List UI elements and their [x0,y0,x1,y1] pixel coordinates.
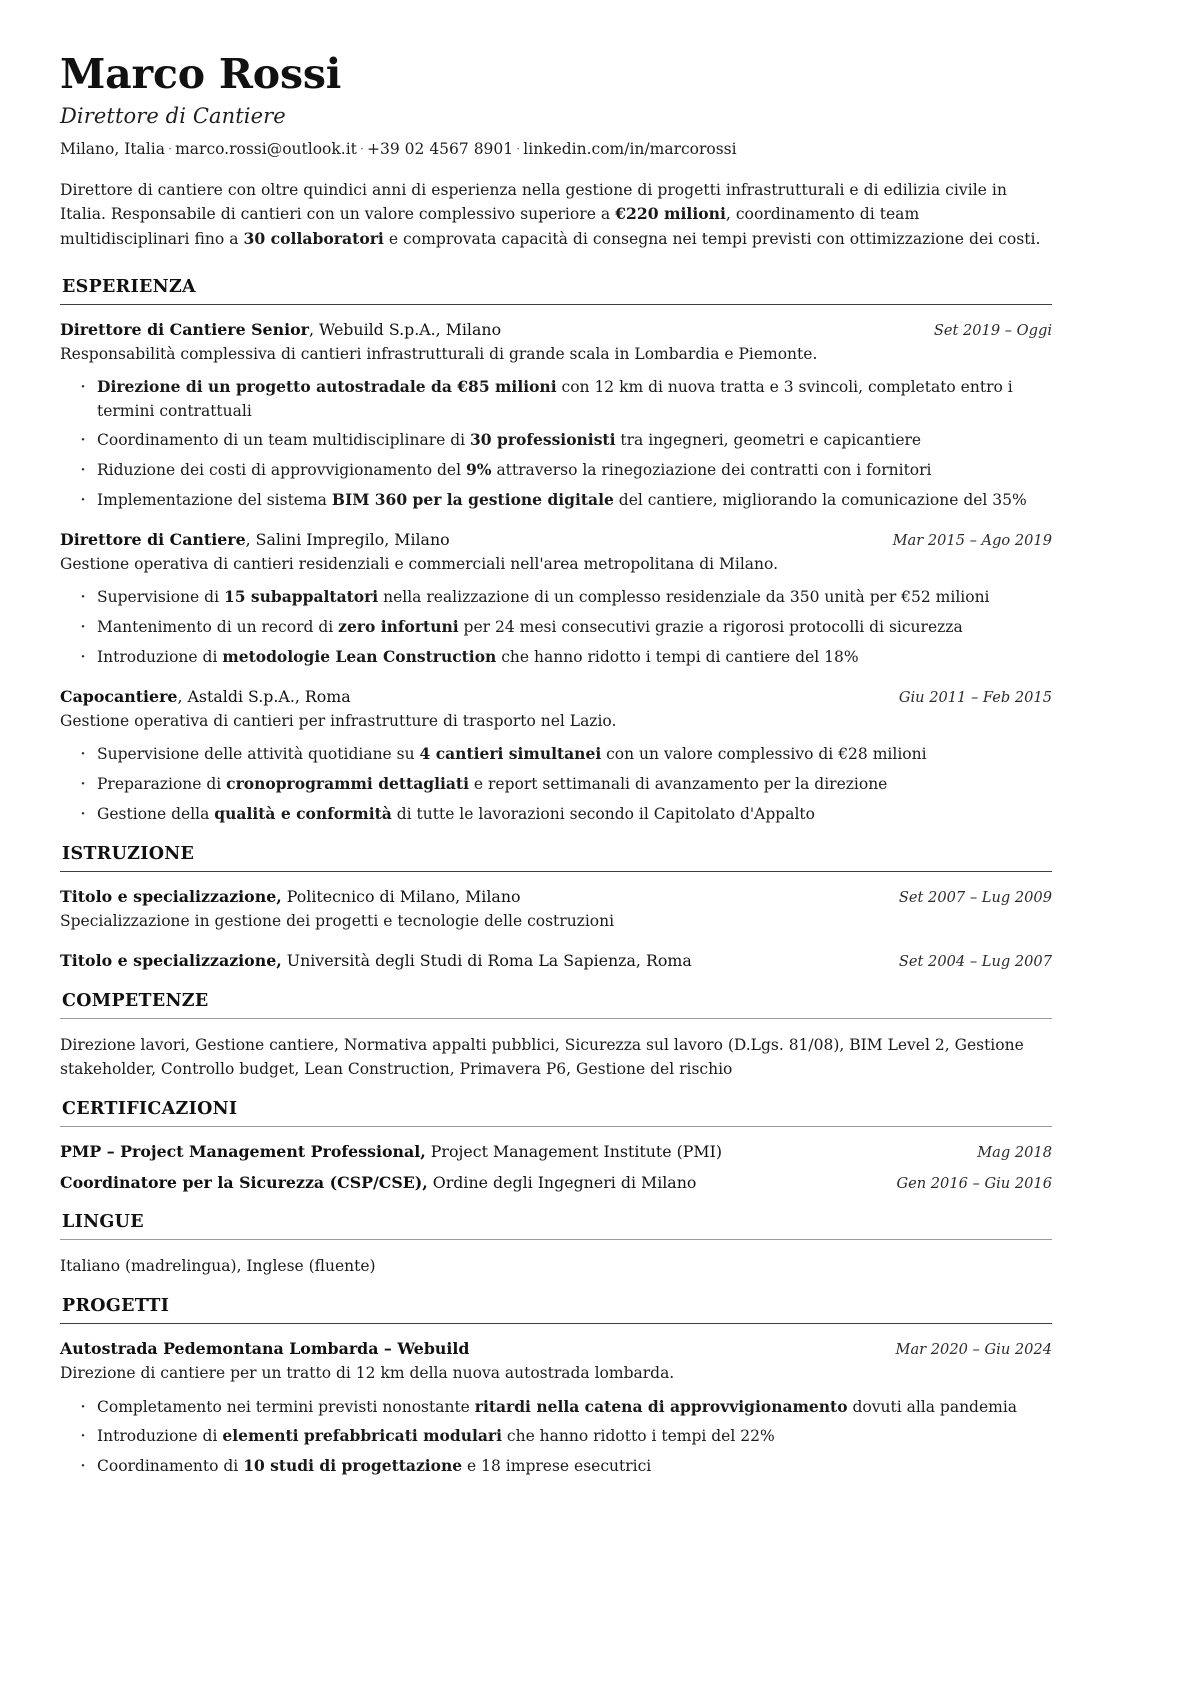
experience-entry [60,319,1052,512]
experience-entry [60,686,1052,826]
bullet-pre: Gestione della [97,804,215,823]
resume-header [60,52,1052,160]
project-name: Autostrada Pedemontana Lombarda – Webuild [60,1339,470,1359]
certification-name: Coordinatore per la Sicurezza (CSP/CSE), [60,1172,428,1192]
certification-issuer: Project Management Institute (PMI) [425,1141,723,1161]
bullet-pre: Mantenimento di un record di [97,617,339,636]
list-item [78,615,1052,640]
section-title-experience: ESPERIENZA [62,276,196,297]
summary-part-1: Direttore di cantiere con oltre quindici anni di esperienza nella gestione di progetti infrastrutturali e di edilizia civile in Italia. Responsabile di cantieri con un valore complessivo superiore a [60,181,1007,224]
section-projects [60,1296,1052,1478]
section-experience [60,277,1052,826]
job-company: , Webuild S.p.A., Milano [308,319,502,339]
job-date: Set 2019 – Oggi [933,321,1052,339]
section-divider [60,1239,1052,1240]
resume-sheet [60,52,1052,1478]
bullet-pre: Implementazione del sistema [97,490,332,509]
job-summary: Responsabilità complessiva di cantieri infrastrutturali di grande scala in Lombardia e Piemonte. [60,345,818,364]
bullet-post: di tutte le lavorazioni secondo il Capitolato d'Appalto [391,804,815,823]
bullet-bold: 9% [466,459,492,479]
bullet-post: per 24 mesi consecutivi grazie a rigorosi protocolli di sicurezza [458,617,963,636]
contact-separator-icon: · [516,142,521,158]
bullet-bold: Direzione di un progetto autostradale da €85 milioni [97,377,557,397]
section-title-skills: COMPETENZE [62,990,209,1011]
bullet-post: con un valore complessivo di €28 milioni [601,745,927,764]
list-item [78,488,1052,513]
summary-bold-1: €220 milioni [615,204,726,224]
bullet-pre: Coordinamento di [97,1456,244,1475]
section-languages [60,1212,1052,1278]
job-company: , Salini Impregilo, Milano [245,530,450,550]
list-item [78,428,1052,453]
certification-date: Mag 2018 [977,1143,1052,1161]
section-title-languages: LINGUE [62,1212,144,1233]
education-date: Set 2007 – Lug 2009 [898,889,1052,907]
contact-location: Milano, Italia [60,140,165,159]
school-name: Università degli Studi di Roma La Sapienza, Roma [281,951,692,971]
section-divider [60,304,1052,305]
entry-header [60,1338,1052,1360]
bullet-bold: zero infortuni [338,616,459,636]
entry-title [60,319,914,341]
bullet-bold: qualità e conformità [214,803,392,823]
degree-name: Titolo e specializzazione, [60,951,282,971]
bullet-post: del cantiere, migliorando la comunicazione del 35% [613,490,1027,509]
contact-separator-icon: · [167,142,173,158]
bullet-pre: Preparazione di [97,774,227,793]
section-education [60,844,1052,972]
job-date: Giu 2011 – Feb 2015 [898,689,1052,707]
job-date: Mar 2015 – Ago 2019 [892,532,1052,550]
bullet-bold: 15 subappaltatori [223,587,379,607]
list-item [78,742,1052,767]
list-item [78,772,1052,797]
section-divider [60,1126,1052,1127]
contact-phone[interactable]: +39 02 4567 8901 [367,140,514,159]
section-title-certifications: CERTIFICAZIONI [62,1098,238,1119]
contact-email[interactable]: marco.rossi@outlook.it [175,140,357,159]
certification-issuer: Ordine degli Ingegneri di Milano [427,1172,697,1192]
entry-header [60,686,1052,708]
list-item [78,1454,1052,1479]
certification-entry [60,1141,1052,1163]
bullet-pre: Introduzione di [97,1427,223,1446]
bullet-post: che hanno ridotto i tempi del 22% [501,1427,775,1446]
bullet-bold: ritardi nella catena di approvvigionamento [474,1396,848,1416]
bullet-bold: BIM 360 per la gestione digitale [331,489,614,509]
candidate-name: Marco Rossi [60,50,342,98]
list-item [78,1395,1052,1420]
entry-title [60,1338,876,1360]
entry-title [60,886,879,908]
bullet-post: che hanno ridotto i tempi di cantiere del 18% [496,647,859,666]
bullet-pre: Coordinamento di un team multidisciplinare di [97,431,471,450]
section-title-education: ISTRUZIONE [62,844,195,865]
languages-text: Italiano (madrelingua), Inglese (fluente) [60,1257,376,1276]
bullet-post: dovuti alla pandemia [847,1397,1018,1416]
entry-title [60,950,879,972]
job-bullet-list [60,742,1052,826]
entry-header [60,886,1052,908]
bullet-bold: 4 cantieri simultanei [419,744,602,764]
list-item [78,1424,1052,1449]
bullet-bold: metodologie Lean Construction [222,646,497,666]
certification-date: Gen 2016 – Giu 2016 [896,1174,1052,1192]
entry-title [60,686,879,708]
entry-title [60,1141,957,1163]
project-date: Mar 2020 – Giu 2024 [895,1341,1052,1359]
bullet-bold: 30 professionisti [470,430,616,450]
certification-entry [60,1172,1052,1194]
entry-title [60,529,873,551]
entry-title [60,1172,876,1194]
experience-entry [60,529,1052,669]
education-entry [60,886,1052,933]
bullet-pre: Supervisione di [97,588,224,607]
section-title-projects: PROGETTI [62,1296,170,1317]
section-divider [60,1323,1052,1324]
list-item [78,802,1052,827]
job-bullet-list [60,375,1052,512]
job-summary: Gestione operativa di cantieri per infrastrutture di trasporto nel Lazio. [60,712,617,731]
project-summary: Direzione di cantiere per un tratto di 12 km della nuova autostrada lombarda. [60,1364,675,1383]
summary-part-2: , coordinamento di team multidisciplinari fino a [60,205,920,248]
contact-separator-icon: · [359,142,365,158]
bullet-post: nella realizzazione di un complesso residenziale da 350 unità per €52 milioni [378,588,990,607]
entry-header [60,950,1052,972]
bullet-pre: Completamento nei termini previsti nonostante [97,1397,475,1416]
bullet-bold: cronoprogrammi dettagliati [226,773,469,793]
contact-line [60,139,1052,160]
professional-summary [60,178,1052,251]
bullet-post: attraverso la rinegoziazione dei contratti con i fornitori [491,460,932,479]
education-entry [60,950,1052,972]
contact-linkedin[interactable]: linkedin.com/in/marcorossi [523,140,737,159]
bullet-bold: 10 studi di progettazione [243,1455,463,1475]
bullet-bold: elementi prefabbricati modulari [222,1426,502,1446]
summary-bold-2: 30 collaboratori [243,228,384,248]
bullet-post: e 18 imprese esecutrici [462,1456,652,1475]
job-summary: Gestione operativa di cantieri residenziali e commerciali nell'area metropolitana di Milano. [60,555,779,574]
list-item [78,645,1052,670]
skills-text: Direzione lavori, Gestione cantiere, Normativa appalti pubblici, Sicurezza sul lavoro (D.Lgs. 81/08), BIM Level 2, Gestione stakeholder, Controllo budget, Lean Construction, Primavera P6, Gestione del rischio [60,1035,1024,1078]
entry-header [60,529,1052,551]
bullet-pre: Riduzione dei costi di approvvigionamento del [97,460,466,479]
candidate-headline: Direttore di Cantiere [60,103,286,128]
section-divider [60,1018,1052,1019]
bullet-post: tra ingegneri, geometri e capicantiere [615,431,922,450]
list-item [78,375,1052,423]
bullet-post: con 12 km di nuova tratta e 3 svincoli, completato entro i termini contrattuali [97,378,1013,420]
list-item [78,458,1052,483]
section-divider [60,871,1052,872]
project-bullet-list [60,1395,1052,1479]
bullet-post: e report settimanali di avanzamento per la direzione [468,774,888,793]
section-skills [60,991,1052,1081]
bullet-pre: Supervisione delle attività quotidiane su [97,745,420,764]
school-name: Politecnico di Milano, Milano [281,887,521,907]
job-role: Direttore di Cantiere Senior [60,319,309,339]
project-entry [60,1338,1052,1478]
degree-name: Titolo e specializzazione, [60,887,282,907]
job-company: , Astaldi S.p.A., Roma [177,687,351,707]
education-date: Set 2004 – Lug 2007 [898,953,1052,971]
job-role: Capocantiere [60,687,178,707]
education-detail: Specializzazione in gestione dei progetti e tecnologie delle costruzioni [60,912,615,931]
job-bullet-list [60,585,1052,669]
section-certifications [60,1099,1052,1194]
summary-part-3: e comprovata capacità di consegna nei tempi previsti con ottimizzazione dei costi. [383,229,1041,248]
bullet-pre: Introduzione di [97,647,223,666]
certification-name: PMP – Project Management Professional, [60,1141,426,1161]
job-role: Direttore di Cantiere [60,530,246,550]
entry-header [60,319,1052,341]
list-item [78,585,1052,610]
